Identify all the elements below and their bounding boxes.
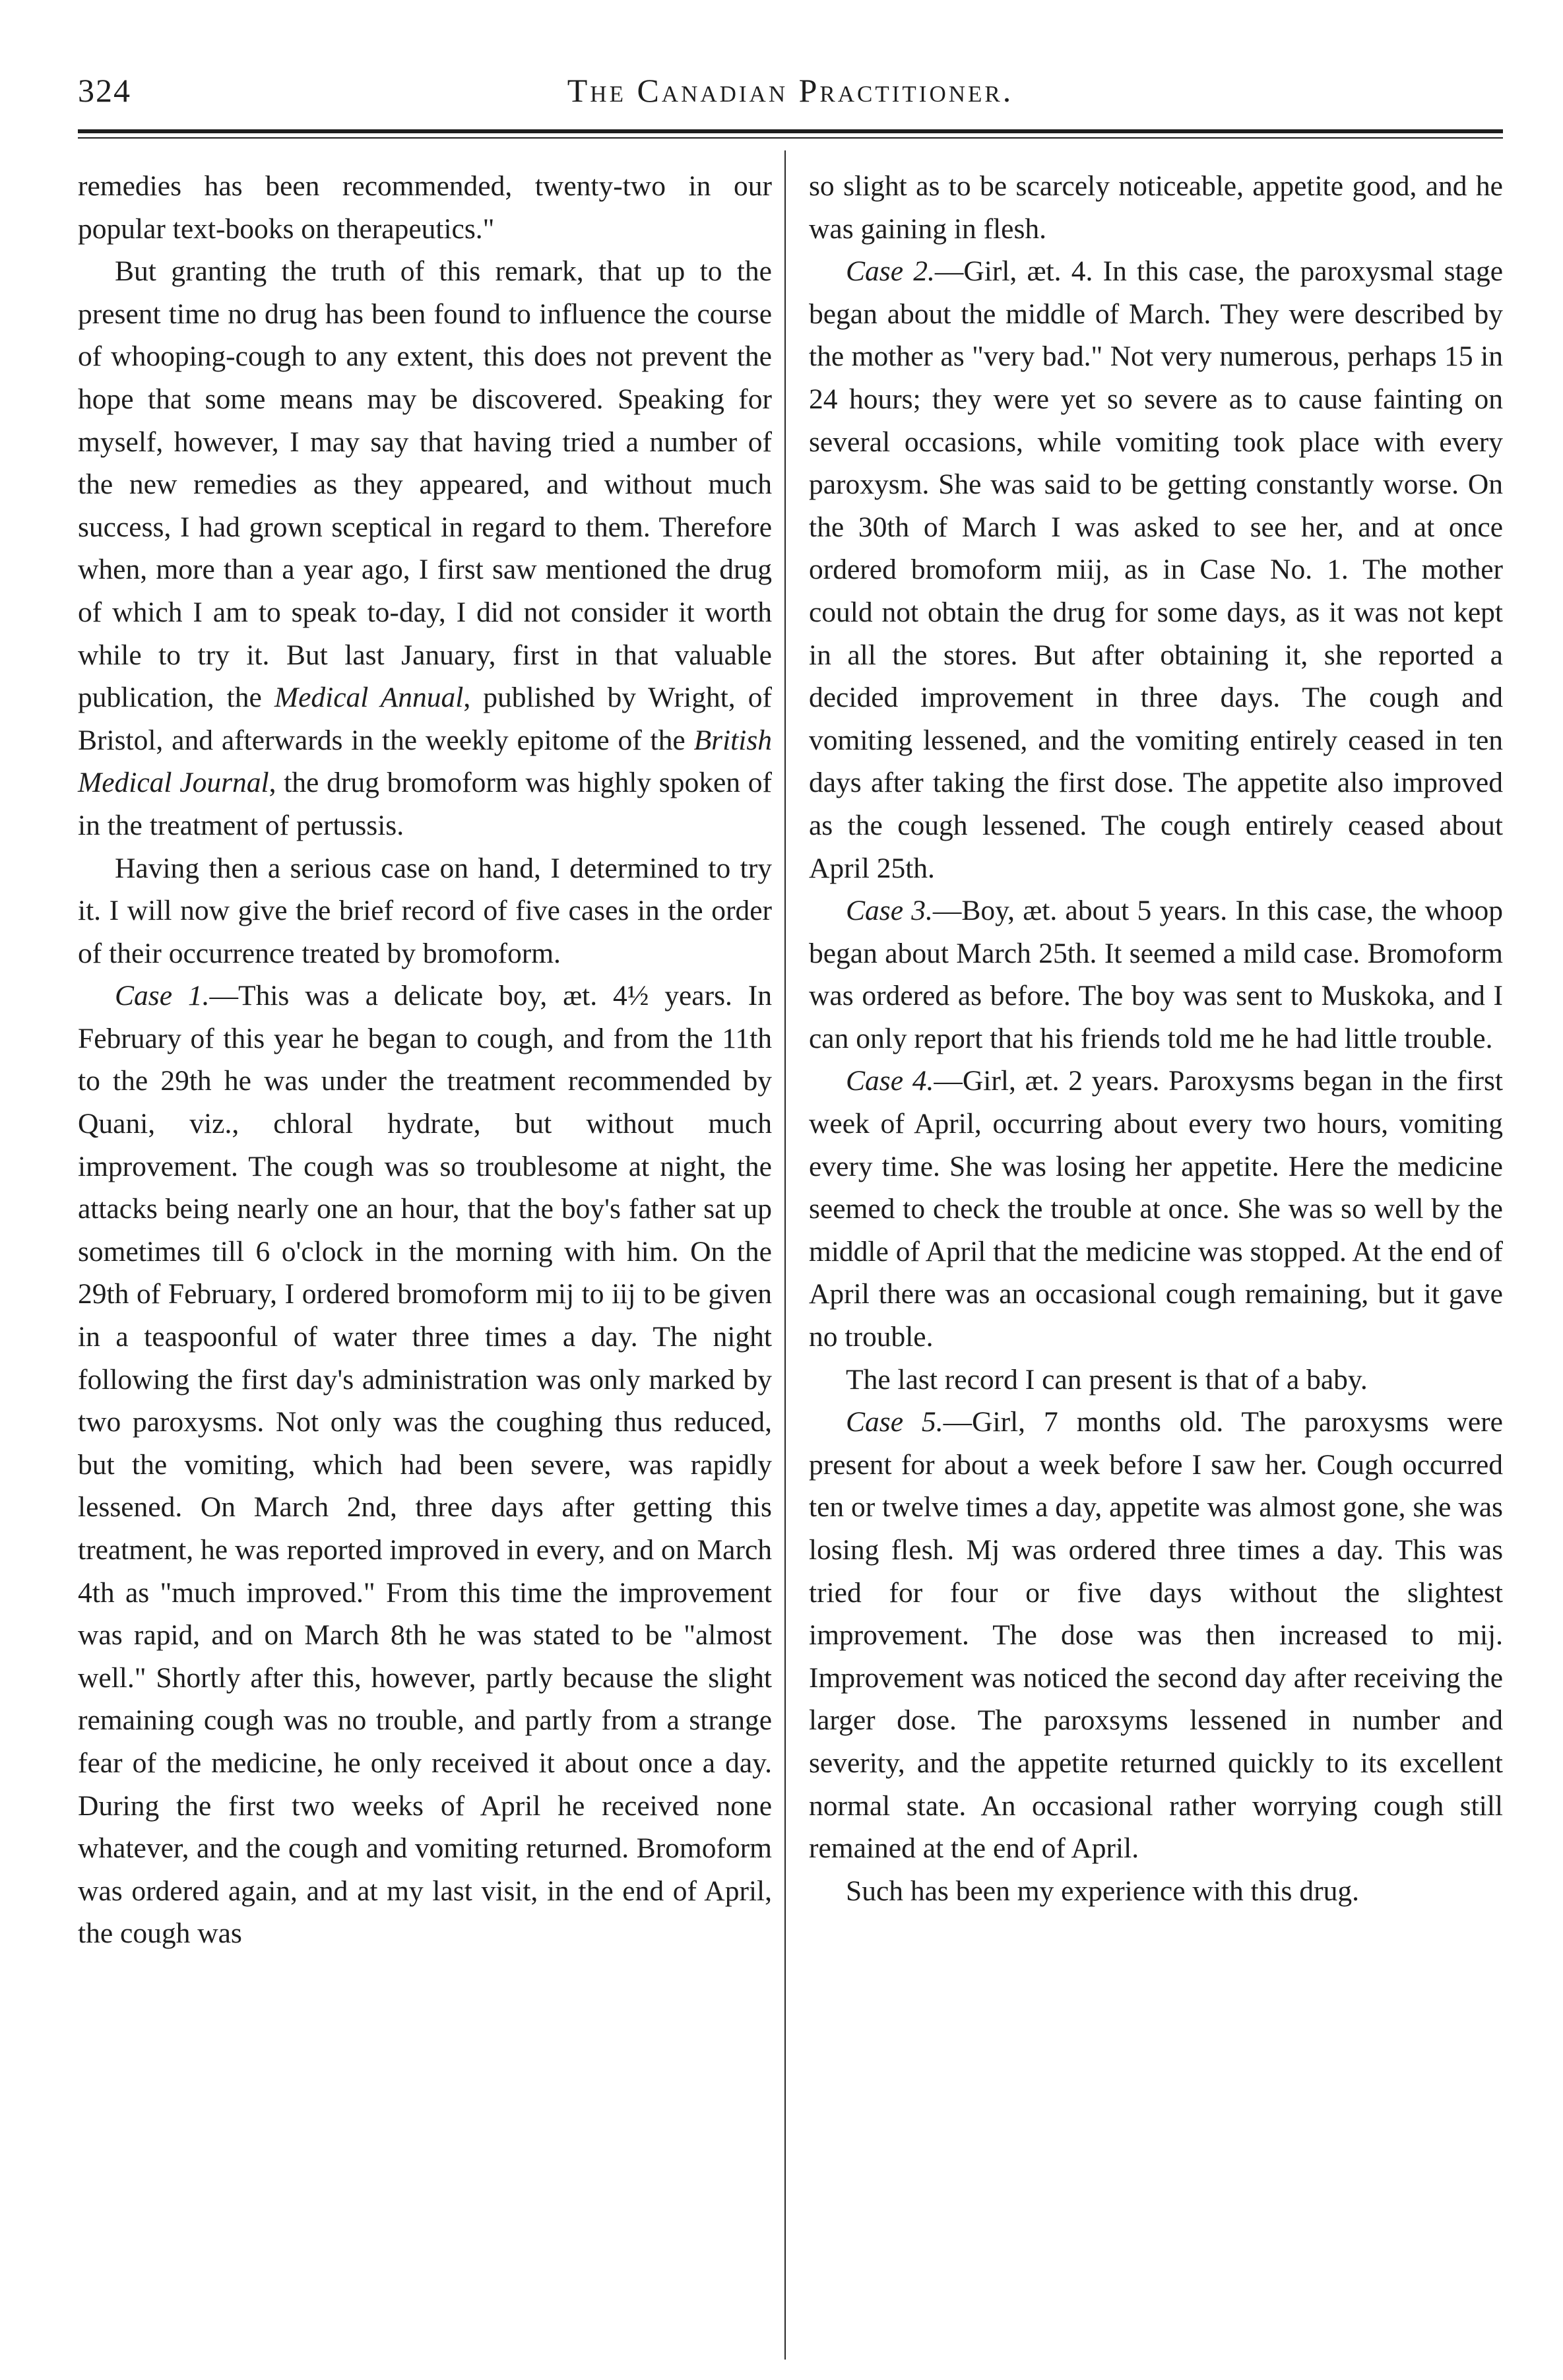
- bmj-title: British Medical Journal: [78, 724, 772, 799]
- paragraph-granting: [78, 250, 772, 847]
- case-1-text: —This was a delicate boy, æt. 4½ years. In February of this year he began to cough, and from the 11th to the 29th he was under the treatment recommended by Quani, viz., chloral hydrate, but without much improvement. The cough was so troublesome at night, the attacks being nearly one an hour, that the boy's father sat up sometimes till 6 o'clock in the morning with him. On the 29th of February, I ordered bromoform mij to iij to be given in a teaspoonful of water three times a day. The night following the first day's administration was only marked by two paroxysms. Not only was the coughing thus reduced, but the vomiting, which had been severe, was rapidly lessened. On March 2nd, three days after getting this treatment, he was reported improved in every, and on March 4th as "much improved." From this time the improvement was rapid, and on March 8th he was stated to be "almost well." Shortly after this, however, partly because the slight remaining cough was no trouble, and partly from a strange fear of the medicine, he only received it about once a day. During the first two weeks of April he received none whatever, and the cough and vomiting returned. Bromoform was ordered again, and at my last visit, in the end of April, the cough was: [78, 980, 773, 1950]
- page-header: [78, 66, 1503, 119]
- running-title: The Canadian Practitioner.: [567, 72, 1014, 109]
- right-column: [809, 165, 1503, 1912]
- case-4-label: Case 4.: [846, 1065, 934, 1097]
- case-2-text: —Girl, æt. 4. In this case, the paroxysmal stage began about the middle of March. They were described by the mother as "very bad." Not very numerous, perhaps 15 in 24 hours; they were yet so severe as to cause fainting on several occasions, while vomiting took place with every paroxysm. She was said to be getting constantly worse. On the 30th of March I was asked to see her, and at once ordered bromoform miij, as in Case No. 1. The mother could not obtain the drug for some days, as it was not kept in all the stores. But after obtaining it, she reported a decided improvement in three days. The cough and vomiting lessened, and the vomiting entirely ceased in ten days after taking the first dose. The appetite also improved as the cough lessened. The cough entirely ceased about April 25th.: [809, 255, 1503, 884]
- case-4-text: —Girl, æt. 2 years. Paroxysms began in the first week of April, occurring about every two hours, vomiting every time. She was losing her appetite. Here the medicine seemed to check the trouble at once. She was so well by the middle of April that the medicine was stopped. At the end of April there was an occasional cough remaining, but it gave no trouble.: [809, 1065, 1504, 1353]
- case-1-label: Case 1.: [115, 980, 210, 1012]
- paragraph-granting-mid: , published by Wright, of Bristol, and afterwards in the weekly epitome of the: [78, 682, 772, 756]
- paragraph-granting-end: , the drug bromoform was highly spoken of in the treatment of pertussis.: [78, 767, 772, 841]
- case-3: [809, 889, 1503, 1060]
- column-divider: [784, 150, 786, 2360]
- case-4: [809, 1060, 1503, 1358]
- case-3-label: Case 3.: [846, 895, 933, 927]
- case-1: [78, 975, 772, 1955]
- paragraph-last-record: The last record I can present is that of a baby.: [846, 1363, 1368, 1396]
- header-rule-thin: [78, 137, 1503, 139]
- paragraph-final: Such has been my experience with this drug.: [846, 1875, 1359, 1907]
- left-column: [78, 165, 772, 1955]
- case-5-label: Case 5.: [846, 1406, 943, 1438]
- case-5: [809, 1401, 1503, 1870]
- case-2-label: Case 2.: [846, 255, 935, 288]
- case-2: [809, 250, 1503, 889]
- paragraph-granting-text: But granting the truth of this remark, that up to the present time no drug has been found to influence the course of whooping-cough to any extent, this does not prevent the hope that some means may be discovered. Speaking for myself, however, I may say that having tried a number of the new remedies as they appeared, and without much success, I had grown sceptical in regard to them. Therefore when, more than a year ago, I first saw mentioned the drug of which I am to speak to-day, I did not consider it worth while to try it. But last January, first in that valuable publication, the: [78, 255, 772, 714]
- paragraph-continued: remedies has been recommended, twenty-two in our popular text-books on therapeutics.": [78, 170, 772, 245]
- paragraph-having: Having then a serious case on hand, I determined to try it. I will now give the brief record of five cases in the order of their occurrence treated by bromoform.: [78, 852, 772, 969]
- paragraph-case1-continued: so slight as to be scarcely noticeable, appetite good, and he was gaining in flesh.: [809, 170, 1503, 245]
- page-number: 324: [78, 72, 131, 109]
- medical-annual-title: Medical Annual: [274, 682, 464, 714]
- header-rule-thick: [78, 129, 1503, 133]
- case-3-text: —Boy, æt. about 5 years. In this case, the whoop began about March 25th. It seemed a mild case. Bromoform was ordered as before. The boy was sent to Muskoka, and I can only report that his friends told me he had little trouble.: [809, 895, 1503, 1054]
- case-5-text: —Girl, 7 months old. The paroxysms were present for about a week before I saw her. Cough occurred ten or twelve times a day, appetite was almost gone, she was losing flesh. Mj was ordered three times a day. This was tried for four or five days without the slightest improvement. The dose was then increased to mij. Improvement was noticed the second day after receiving the larger dose. The paroxsyms lessened in number and severity, and the appetite returned quickly to its excellent normal state. An occasional rather worrying cough still remained at the end of April.: [809, 1406, 1503, 1865]
